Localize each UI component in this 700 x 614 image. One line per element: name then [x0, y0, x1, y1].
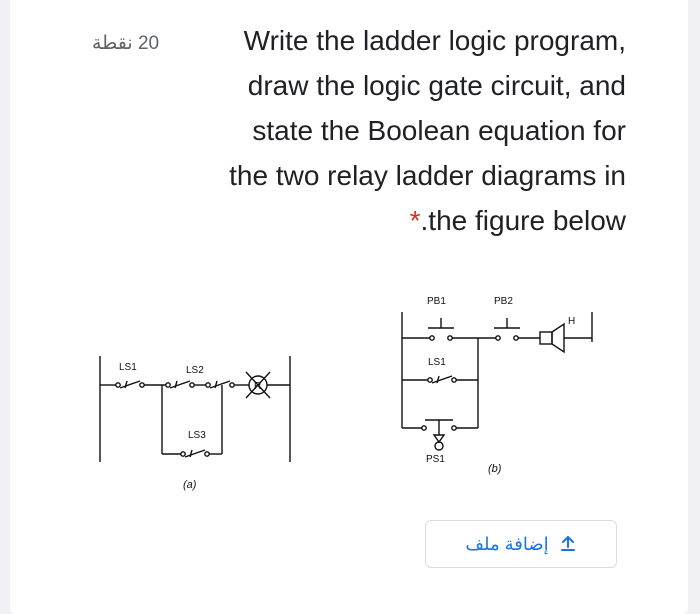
required-asterisk: *	[409, 205, 421, 236]
points-label: 20 نقطة	[92, 33, 160, 54]
ladder-diagram-b	[402, 312, 592, 450]
label-a-ls1: LS1	[119, 362, 137, 373]
caption-b: (b)	[488, 463, 502, 475]
label-b-pb2: PB2	[494, 296, 513, 307]
label-b-horn: H	[568, 316, 576, 327]
question-line-5	[180, 198, 626, 243]
upload-icon	[559, 535, 577, 553]
label-b-ps1: PS1	[426, 454, 445, 465]
add-file-label: إضافة ملف	[465, 533, 549, 554]
label-b-ls1: LS1	[428, 357, 446, 368]
ladder-diagrams-figure	[0, 280, 700, 500]
question-line-2: draw the logic gate circuit, and	[247, 70, 626, 101]
caption-a: (a)	[183, 479, 197, 491]
question-line-1: Write the ladder logic program,	[243, 25, 626, 56]
question-line-5-text: .the figure below	[420, 205, 626, 236]
label-b-pb1: PB1	[427, 296, 446, 307]
label-a-ls3: LS3	[188, 430, 206, 441]
question-line-4: the two relay ladder diagrams in	[229, 160, 626, 191]
add-file-button[interactable]	[425, 520, 617, 568]
label-a-ls2: LS2	[186, 365, 204, 376]
question-line-3: state the Boolean equation for	[252, 115, 626, 146]
question-title	[180, 18, 626, 243]
label-a-relay: R	[254, 381, 262, 392]
